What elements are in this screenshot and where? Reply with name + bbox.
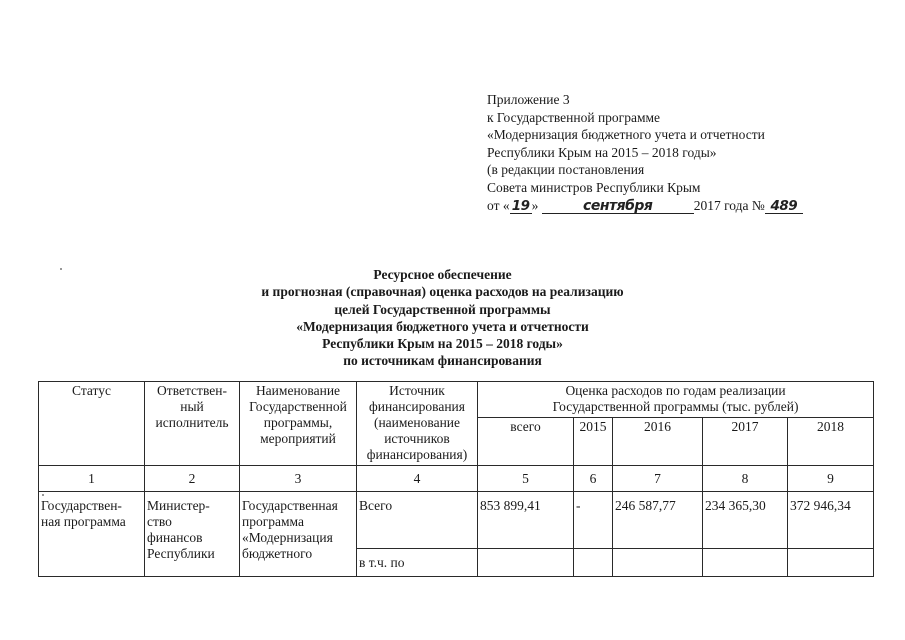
column-number: 3 (240, 466, 357, 492)
row-year-2017: 234 365,30 (703, 492, 788, 549)
row-responsible: Министер- ство финансов Республики (145, 492, 240, 577)
row-year-2015: - (574, 492, 613, 549)
column-number: 2 (145, 466, 240, 492)
column-number: 8 (703, 466, 788, 492)
appendix-line: (в редакции постановления (487, 162, 645, 178)
handwritten-day: 19 (510, 199, 532, 214)
column-number: 5 (478, 466, 574, 492)
date-prefix: от « (487, 197, 510, 213)
header-program-name: Наименование Государственной программы, мероприятий (240, 382, 357, 466)
title-line: целей Государственной программы (334, 301, 551, 317)
header-responsible: Ответствен- ный исполнитель (145, 382, 240, 466)
title-line: Республики Крым на 2015 – 2018 годы» (322, 336, 563, 352)
scan-speck (60, 268, 62, 270)
appendix-line: Совета министров Республики Крым (487, 179, 701, 195)
row-funding-source-sub: в т.ч. по (357, 549, 478, 577)
title-line: по источникам финансирования (343, 353, 542, 369)
title-line: Ресурсное обеспечение (373, 267, 512, 282)
header-year-2018: 2018 (788, 418, 874, 466)
empty-cell (574, 549, 613, 577)
appendix-block (487, 91, 803, 215)
row-program-name: Государственная программа «Модернизация бюджетного (240, 492, 357, 577)
header-year-2016: 2016 (613, 418, 703, 466)
column-number: 6 (574, 466, 613, 492)
appendix-line: к Государственной программе (487, 109, 661, 125)
column-number: 9 (788, 466, 874, 492)
column-number: 4 (357, 466, 478, 492)
appendix-line: «Модернизация бюджетного учета и отчетности (487, 127, 765, 143)
header-expense-estimate: Оценка расходов по годам реализации Государственной программы (тыс. рублей) (478, 382, 874, 418)
row-funding-source: Всего (357, 492, 478, 549)
title-line: и прогнозная (справочная) оценка расходов на реализацию (261, 284, 624, 300)
scan-speck (42, 494, 44, 496)
row-year-2016: 246 587,77 (613, 492, 703, 549)
title-line: «Модернизация бюджетного учета и отчетности (296, 318, 589, 334)
appendix-line: Республики Крым на 2015 – 2018 годы» (487, 144, 717, 160)
header-funding-source: Источник финансирования (наименование источников финансирования) (357, 382, 478, 466)
empty-cell (703, 549, 788, 577)
date-line (487, 197, 803, 215)
header-status: Статус (39, 382, 145, 466)
header-total: всего (478, 418, 574, 466)
appendix-line: Приложение 3 (487, 92, 570, 107)
handwritten-number: 489 (765, 199, 803, 214)
empty-cell (478, 549, 574, 577)
column-number: 7 (613, 466, 703, 492)
header-year-2017: 2017 (703, 418, 788, 466)
row-status: Государствен- ная программа (39, 492, 145, 577)
row-total: 853 899,41 (478, 492, 574, 549)
header-year-2015: 2015 (574, 418, 613, 466)
row-year-2018: 372 946,34 (788, 492, 874, 549)
empty-cell (613, 549, 703, 577)
column-number: 1 (39, 466, 145, 492)
date-quote-close: » (531, 197, 539, 213)
resource-table (38, 381, 874, 577)
date-year: 2017 года № (693, 197, 765, 213)
empty-cell (788, 549, 874, 577)
document-title (0, 266, 905, 370)
handwritten-month: сентября (542, 199, 694, 214)
